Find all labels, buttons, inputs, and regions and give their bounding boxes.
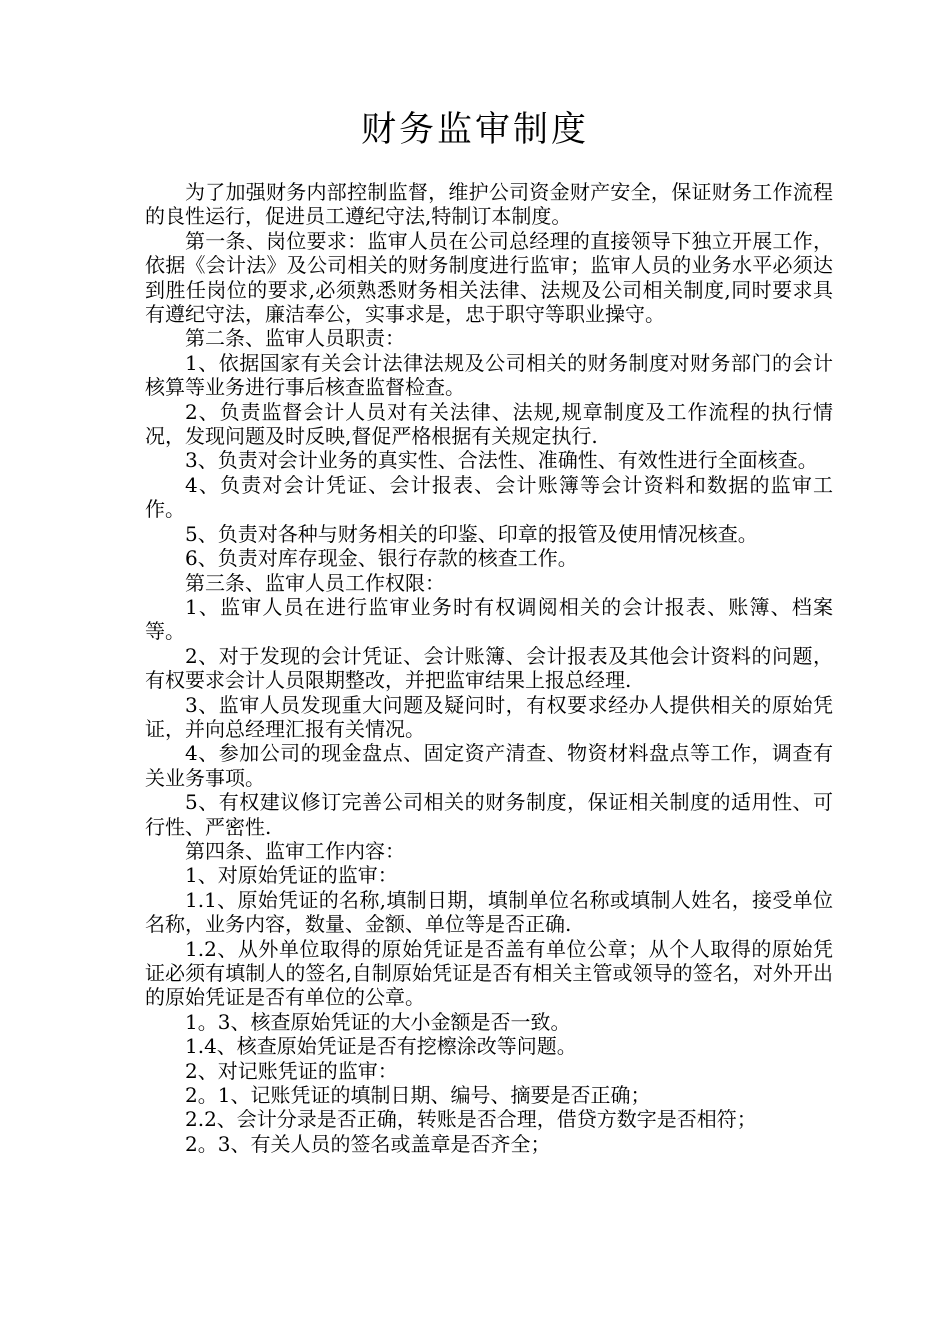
- paragraph: 1、依据国家有关会计法律法规及公司相关的财务制度对财务部门的会计核算等业务进行事后核查监督检查。: [145, 350, 833, 400]
- paragraph: 2、负责监督会计人员对有关法律、法规,规章制度及工作流程的执行情况，发现问题及时反映,督促严格根据有关规定执行.: [145, 399, 833, 449]
- paragraph: 1。3、核查原始凭证的大小金额是否一致。: [185, 1009, 571, 1034]
- paragraph: 3、负责对会计业务的真实性、合法性、准确性、有效性进行全面核查。: [185, 448, 818, 473]
- paragraph: 第一条、岗位要求：监审人员在公司总经理的直接领导下独立开展工作，依据《会计法》及公司相关的财务制度进行监审；监审人员的业务水平必须达到胜任岗位的要求,必须熟悉财务相关法律、法规及公司相关制度,同时要求具有遵纪守法，廉洁奉公，实事求是，忠于职守等职业操守。: [145, 228, 833, 327]
- section-heading: 第二条、监审人员职责：: [185, 326, 405, 351]
- document-body: [145, 180, 833, 1156]
- paragraph: 6、负责对库存现金、银行存款的核查工作。: [185, 546, 578, 571]
- paragraph: 1.1、原始凭证的名称,填制日期，填制单位名称或填制人姓名，接受单位名称，业务内容，数量、金额、单位等是否正确.: [145, 887, 833, 937]
- paragraph: 2、对记账凭证的监审：: [185, 1058, 398, 1083]
- paragraph: 4、参加公司的现金盘点、固定资产清查、物资材料盘点等工作，调查有关业务事项。: [145, 741, 833, 790]
- paragraph: 2、对于发现的会计凭证、会计账簿、会计报表及其他会计资料的问题，有权要求会计人员限期整改，并把监审结果上报总经理.: [145, 643, 833, 693]
- paragraph: 2。3、有关人员的签名或盖章是否齐全；: [185, 1131, 551, 1156]
- paragraph: 1、监审人员在进行监审业务时有权调阅相关的会计报表、账簿、档案等。: [145, 594, 833, 644]
- paragraph: 为了加强财务内部控制监督，维护公司资金财产安全，保证财务工作流程的良性运行，促进员工遵纪守法,特制订本制度。: [145, 180, 833, 229]
- section-heading: 第三条、监审人员工作权限：: [185, 570, 445, 595]
- paragraph: 5、有权建议修订完善公司相关的财务制度，保证相关制度的适用性、可行性、严密性.: [145, 790, 833, 839]
- paragraph: 4、负责对会计凭证、会计报表、会计账簿等会计资料和数据的监审工作。: [145, 472, 833, 522]
- paragraph: 5、负责对各种与财务相关的印鉴、印章的报管及使用情况核查。: [185, 521, 758, 546]
- paragraph: 2.2、会计分录是否正确，转账是否合理，借贷方数字是否相符；: [185, 1107, 757, 1132]
- section-heading: 第四条、监审工作内容：: [185, 838, 405, 863]
- document-title: 财务监审制度: [360, 110, 589, 150]
- paragraph: 1、对原始凭证的监审：: [185, 863, 398, 888]
- paragraph: 1.4、核查原始凭证是否有挖檫涂改等问题。: [185, 1034, 577, 1059]
- paragraph: 3、监审人员发现重大问题及疑问时，有权要求经办人提供相关的原始凭证，并向总经理汇报有关情况。: [145, 692, 833, 741]
- paragraph: 2。1、记账凭证的填制日期、编号、摘要是否正确；: [185, 1083, 651, 1108]
- paragraph: 1.2、从外单位取得的原始凭证是否盖有单位公章；从个人取得的原始凭证必须有填制人的签名,自制原始凭证是否有相关主管或领导的签名，对外开出的原始凭证是否有单位的公章。: [145, 936, 833, 1010]
